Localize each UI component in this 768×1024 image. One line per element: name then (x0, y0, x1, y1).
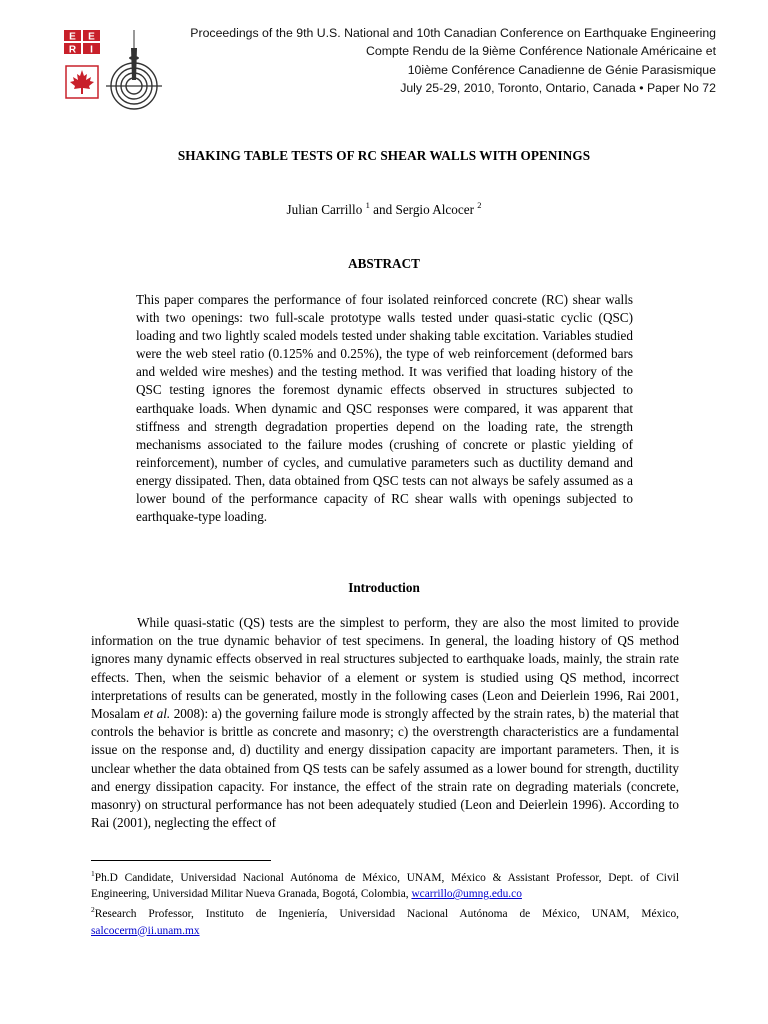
footnotes (91, 866, 679, 939)
header-line-4: July 25-29, 2010, Toronto, Ontario, Canada • Paper No 72 (400, 80, 716, 95)
intro-etal: et al. (143, 706, 171, 722)
eeri-logo-mark (64, 30, 100, 56)
conference-header (156, 24, 716, 97)
intro-text-part-1: While quasi-static (QS) tests are the simplest to perform, they are also the most limited to provide information on the true dynamic behavior of test specimens. In general, the loading history of QS method ignores many dynamic effects observed in real structures subjected to earthquake loads, mainly, the strain rate effects. Then, when the seismic behavior of a element or system is studied using QS method, incorrect interpretations of results can be generated, mostly in the following cases (Leon and Deierlein 1996, Rai 2001, Mosalam (91, 615, 679, 722)
maple-leaf-icon (66, 66, 98, 98)
author-separator: and (369, 202, 396, 217)
author-2-affiliation-mark: 2 (477, 200, 482, 210)
footnote-1-text: Ph.D Candidate, Universidad Nacional Autónoma de México, UNAM, México & Assistant Professor, Dept. of Civil Engineering, Universidad Militar Nueva Granada, Bogotá, Colombia, (91, 872, 679, 901)
abstract-heading: ABSTRACT (348, 256, 420, 271)
footnote-1-mark: 1 (91, 869, 95, 878)
footnote-2-mark: 2 (91, 905, 95, 915)
svg-text:E: E (88, 31, 95, 43)
svg-text:E: E (69, 31, 76, 43)
footnote-1 (91, 866, 679, 902)
introduction-heading: Introduction (348, 580, 420, 595)
footnote-divider (91, 860, 271, 861)
author-1-affiliation-mark: 1 (365, 200, 370, 210)
footnote-1-email-link[interactable]: wcarrillo@umng.edu.co (411, 888, 522, 901)
cn-tower-icon (106, 30, 162, 109)
paper-title: SHAKING TABLE TESTS OF RC SHEAR WALLS WITH OPENINGS (177, 148, 591, 163)
svg-text:I: I (90, 44, 93, 56)
footnote-2 (91, 902, 679, 938)
intro-text-part-2: 2008): a) the governing failure mode is strongly affected by the strain rates, b) the material that controls the behavior is brittle as concrete and masonry; c) the overstrength characteristics are a fundamental issue on the response and, d) ductility and energy dissipation capacity are important parameters. Then, it is unclear whether the data obtained from QS tests can be safely assumed as a lower bound for strength, ductility and energy dissipation capacity. For instance, the effect of the strain rate on degrading materials (concrete, masonry) on structural performance has not been adequately studied (Leon and Deierlein 1996). According to Rai (2001), neglecting the effect of (91, 706, 679, 831)
author-1: Julian Carrillo (286, 202, 363, 217)
footnote-2-email-link[interactable]: salcocerm@ii.unam.mx (91, 924, 200, 937)
header-line-3: 10ième Conférence Canadienne de Génie Parasismique (407, 62, 716, 77)
header-line-1: Proceedings of the 9th U.S. National and 10th Canadian Conference on Earthquake Engineering (190, 26, 716, 40)
svg-text:R: R (68, 44, 77, 56)
author-2: Sergio Alcocer (395, 202, 474, 217)
footnote-2-text: Research Professor, Instituto de Ingeniería, Universidad Nacional Autónoma de México, UNAM, México, (94, 908, 679, 921)
header-line-2: Compte Rendu de la 9ième Conférence Nationale Américaine et (366, 44, 716, 59)
introduction-paragraph (91, 614, 679, 832)
abstract-text: This paper compares the performance of four isolated reinforced concrete (RC) shear walls with two openings: two full-scale prototype walls tested under quasi-static cyclic (QSC) loading and two lightly scaled models tested under shaking table excitation. Variables studied were the web steel ratio (0.125% and 0.25%), the type of web reinforcement (deformed bars and welded wire meshes) and the testing method. It was verified that loading history of the QSC testing ignores the foremost dynamic effects observed in structures subjected to earthquake loads. When dynamic and QSC responses were compared, it was apparent that stiffness and strength degradation properties depend on the loading rate, the strength mechanisms associated to the failure modes (crushing of concrete or plastic yielding of reinforcement), number of cycles, and cumulative parameters such as ductility demand and energy dissipated. Then, data obtained from QSC tests can not always be safely assumed as a lower bound of the performance capacity of RC shear walls with openings subjected to earthquake-type loading. (136, 292, 633, 525)
author-line (0, 200, 768, 218)
